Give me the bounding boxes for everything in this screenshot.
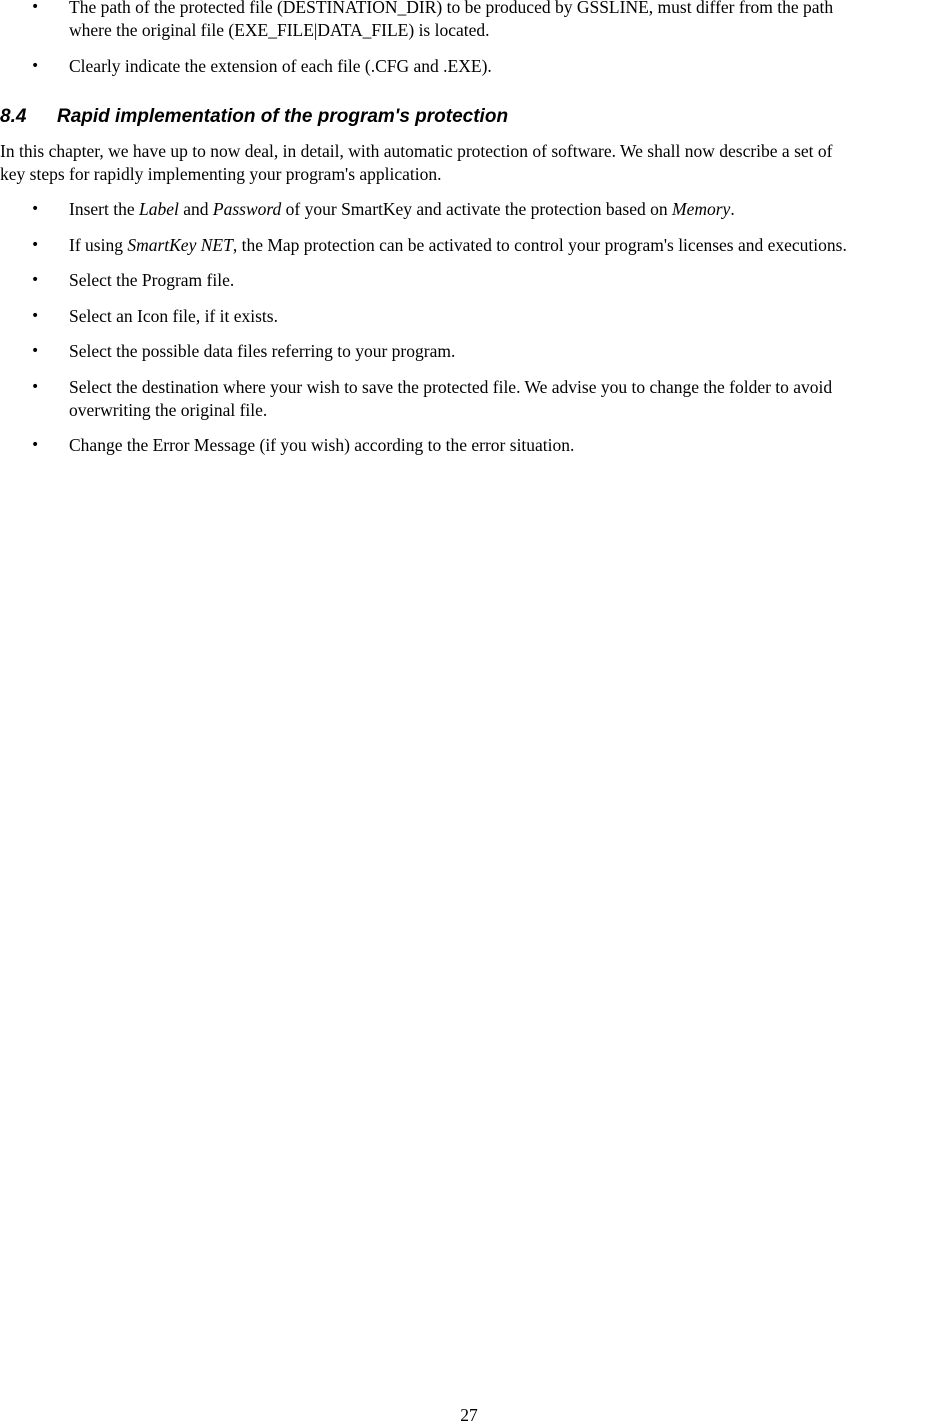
bullet-icon: • xyxy=(31,236,40,253)
top-bullet-list xyxy=(0,0,938,90)
page-number: 27 xyxy=(460,1405,478,1425)
bullet-text: Clearly indicate the extension of each file (.CFG and .EXE). xyxy=(69,55,492,76)
bullet-icon: • xyxy=(31,0,40,15)
intro-line: key steps for rapidly implementing your program's application. xyxy=(0,164,442,184)
step-text: Insert the xyxy=(69,199,139,219)
section-heading xyxy=(0,105,508,129)
step-text: If using xyxy=(69,234,128,255)
list-item xyxy=(0,55,938,78)
list-item xyxy=(0,234,938,257)
bullet-icon: • xyxy=(31,437,40,453)
list-item xyxy=(0,305,938,328)
list-item xyxy=(0,269,938,292)
bullet-icon: • xyxy=(31,272,40,288)
section-number: 8.4 xyxy=(0,106,27,127)
step-text: and xyxy=(178,199,213,219)
step-text: Change the Error Message (if you wish) according to the error situation. xyxy=(69,435,575,455)
list-item xyxy=(0,376,938,422)
bullet-icon: • xyxy=(31,57,40,74)
section-title: Rapid implementation of the program's protection xyxy=(57,106,509,127)
step-text: , the Map protection can be activated to control your program's licenses and executions. xyxy=(232,234,847,255)
password-term: Password xyxy=(212,199,282,219)
bullet-icon: • xyxy=(31,378,40,395)
bullet-icon: • xyxy=(31,201,40,217)
smartkey-net-term: SmartKey NET xyxy=(127,234,233,255)
bullet-text: where the original file (EXE_FILE|DATA_FILE) is located. xyxy=(69,20,490,40)
step-text: . xyxy=(730,199,735,219)
label-term: Label xyxy=(138,199,179,219)
list-item xyxy=(0,198,938,221)
intro-paragraph xyxy=(0,140,938,186)
list-item xyxy=(0,434,938,457)
bullet-icon: • xyxy=(31,343,40,359)
bullet-text: The path of the protected file (DESTINATION_DIR) to be produced by GSSLINE, must differ from the path xyxy=(69,0,834,17)
list-item xyxy=(0,340,938,363)
step-text: overwriting the original file. xyxy=(69,399,268,420)
list-item xyxy=(0,0,938,42)
bullet-icon: • xyxy=(31,307,40,324)
step-text: Select the destination where your wish to save the protected file. We advise you to change the folder to avoid xyxy=(69,376,833,397)
memory-term: Memory xyxy=(672,199,731,219)
step-text: of your SmartKey and activate the protection based on xyxy=(281,199,673,219)
step-text: Select the possible data files referring to your program. xyxy=(69,341,456,361)
steps-bullet-list xyxy=(0,198,938,470)
intro-line: In this chapter, we have up to now deal, in detail, with automatic protection of software. We shall now describe a set of xyxy=(0,141,833,161)
step-text: Select an Icon file, if it exists. xyxy=(69,305,278,326)
step-text: Select the Program file. xyxy=(69,270,235,290)
